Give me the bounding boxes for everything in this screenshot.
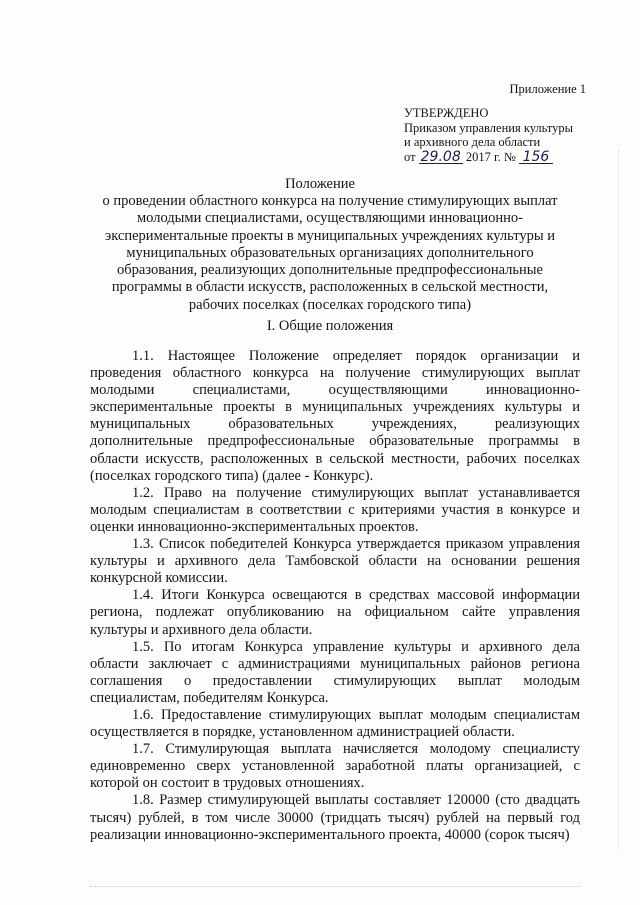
paragraph-1-7: 1.7. Стимулирующая выплата начисляется молодому специалисту единовременно сверх установленной заработной платы организацией, с которой он состоит в трудовых отношениях.: [90, 741, 580, 792]
order-line-1: Приказом управления культуры: [404, 120, 574, 135]
document-title: Положение: [285, 176, 355, 192]
paragraph-1-8: 1.8. Размер стимулирующей выплаты составляет 120000 (сто двадцать тысяч) рублей, в том числе 30000 (тридцать тысяч) рублей на первый год реализации инновационно-экспериментального проекта, 40000 (сорок тысяч): [90, 792, 580, 843]
section-heading: I. Общие положения: [266, 318, 394, 334]
approval-block: [404, 106, 594, 164]
number-prefix: №: [503, 149, 516, 164]
document-body: [90, 348, 580, 844]
paragraph-1-2: 1.2. Право на получение стимулирующих выплат устанавливается молодым специалистам в соответствии с критериями участия в конкурсе и оценки инновационно-экспериментальных проектов.: [90, 484, 580, 535]
date-year: 2017 г.: [465, 149, 501, 164]
date-prefix: от: [404, 149, 416, 164]
paragraph-1-1: 1.1. Настоящее Положение определяет порядок организации и проведения областного конкурса на получение стимулирующих выплат молодыми специалистами, осуществляющими инновационно-экспериментальные проекты в муниципальных учреждениях культуры и муниципальных образовательных учреждениях, реализующих дополнительные предпрофессиональные образовательные программы в области искусств, расположенных в сельской местности, рабочих поселках (поселках городского типа) (далее - Конкурс).: [90, 348, 580, 484]
paragraph-1-3: 1.3. Список победителей Конкурса утверждается приказом управления культуры и архивного дела Тамбовской области на основании решения конкурсной комиссии.: [90, 536, 580, 587]
paragraph-1-4: 1.4. Итоги Конкурса освещаются в средствах массовой информации региона, подлежат опубликованию на официальном сайте управления культуры и архивного дела области.: [90, 587, 580, 638]
document-subtitle: о проведении областного конкурса на получение стимулирующих выплат молодыми специалистами, осуществляющими инновационно-экспериментальные проекты в муниципальных учреждениях культуры и муниципальных образовательных организациях дополнительного образования, реализующих дополнительные предпрофессиональные программы в области искусств, расположенных в сельской местности, рабочих поселках (поселках городского типа): [102, 193, 558, 313]
paragraph-1-5: 1.5. По итогам Конкурса управление культуры и архивного дела области заключает с администрациями муниципальных районов региона соглашения о предоставлении стимулирующих выплат молодым специалистам, победителям Конкурса.: [90, 638, 580, 706]
order-line-2: и архивного дела области: [404, 135, 541, 149]
order-date-line: [404, 150, 594, 165]
paragraph-1-6: 1.6. Предоставление стимулирующих выплат молодым специалистам осуществляется в порядке, установленном администрацией области.: [90, 706, 580, 741]
handwritten-order-number: 156: [519, 151, 553, 164]
scan-footer-artifact: [90, 886, 580, 893]
scan-margin-artifact: [618, 150, 625, 850]
handwritten-date: 29.08: [420, 148, 461, 165]
approved-label: УТВЕРЖДЕНО: [404, 106, 489, 120]
appendix-label: Приложение 1: [509, 82, 586, 96]
